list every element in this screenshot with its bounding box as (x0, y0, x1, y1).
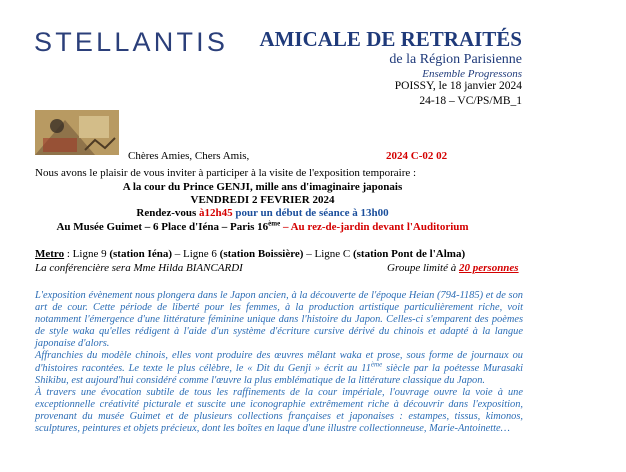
metro-text-1: : Ligne 9 (64, 248, 110, 260)
metro-station-1: (station Iéna) (109, 248, 172, 260)
metro-label: Metro (35, 248, 65, 260)
group-label: Groupe limité à (387, 262, 459, 274)
rdv-label: Rendez-vous (136, 207, 200, 219)
rdv-session: pour un début de séance à 13h00 (232, 207, 389, 219)
exhibition-image (35, 110, 119, 155)
event-date: VENDREDI 2 FEVRIER 2024 (190, 194, 335, 206)
metro-text-3: – Ligne C (303, 248, 353, 260)
description-p2-a: Affranchies du modèle chinois, elles vont produire des œuvres mêlant waka et prose, sous forme de journaux ou d'histoires racontées. Le texte le plus célèbre, le « Dit du Genji » écrit au 11 (35, 350, 523, 374)
reference: 24-18 – VC/PS/MB_1 (419, 95, 522, 107)
metro-text-2: – Ligne 6 (171, 248, 220, 260)
stellantis-logo: STELLANTIS (34, 27, 229, 57)
description-paragraph-3: À travers une évocation subtile de tous les raffinements de la cour impériale, l'ouvrage ouvre la voie à une exceptionnelle créativité picturale et suscite une iconographie extrêmement riche à découvrir dans l'exposition, provenant du musée Guimet et de plusieurs collections françaises et japonaises : estampes, tissus, kimonos, sculptures, peintures et objets précieux, dont les boîtes en laque d'une illustre collectionneuse, Marie-Antoinette… (35, 386, 523, 435)
group-limit (387, 262, 519, 274)
description-p2-sup: ème (370, 360, 383, 369)
venue: Au Musée Guimet – 6 Place d'Iéna – Paris 16 (56, 221, 269, 233)
event-code: 2024 C-02 02 (386, 150, 448, 162)
exhibition-title: A la cour du Prince GENJI, mille ans d'imaginaire japonais (122, 181, 403, 193)
org-tagline: Ensemble Progressons (422, 68, 522, 80)
org-title: AMICALE DE RETRAITÉS (259, 27, 522, 51)
metro-line (35, 248, 465, 260)
description-paragraph-1: L'exposition évènement nous plongera dans le Japon ancien, à la découverte de l'époque Heian (794-1185) et de son art de cour. Cette période de liberté pour les femmes, à la production artistique particulièrement riche, voit notamment l'émergence d'une littérature féminine unique dans l'histoire du Japon. Celles-ci s'emparent des poèmes de style waka qu'elles rédigent à l'aide d'un système d'écriture cursive dérivé du chinois et adapté à la langue japonaise d'alors. (35, 290, 523, 350)
rendezvous-line (35, 207, 490, 219)
venue-detail: – Au rez-de-jardin devant l'Auditorium (280, 221, 469, 233)
venue-sup: ème (268, 219, 281, 228)
description-p2-b: siècle par la poétesse Murasaki Shikibu, est aujourd'hui considéré comme l'œuvre la plus emblématique de la littérature classique du Japon. (35, 362, 523, 386)
salutation: Chères Amies, Chers Amis, (128, 150, 250, 162)
venue-line (35, 221, 490, 233)
metro-station-2: (station Boissière) (219, 248, 304, 260)
group-limit-value: 20 personnes (459, 262, 519, 274)
exhibition-description (35, 290, 523, 435)
org-subtitle: de la Région Parisienne (389, 52, 522, 67)
place-date: POISSY, le 18 janvier 2024 (394, 80, 522, 92)
lecturer: La conférencière sera Mme Hilda BIANCARDI (35, 262, 243, 274)
metro-station-3: (station Pont de l'Alma) (352, 248, 466, 260)
description-paragraph-2 (35, 350, 523, 386)
intro-text: Nous avons le plaisir de vous inviter à participer à la visite de l'exposition temporaire : (35, 167, 417, 179)
rdv-time: à12h45 (199, 207, 233, 219)
